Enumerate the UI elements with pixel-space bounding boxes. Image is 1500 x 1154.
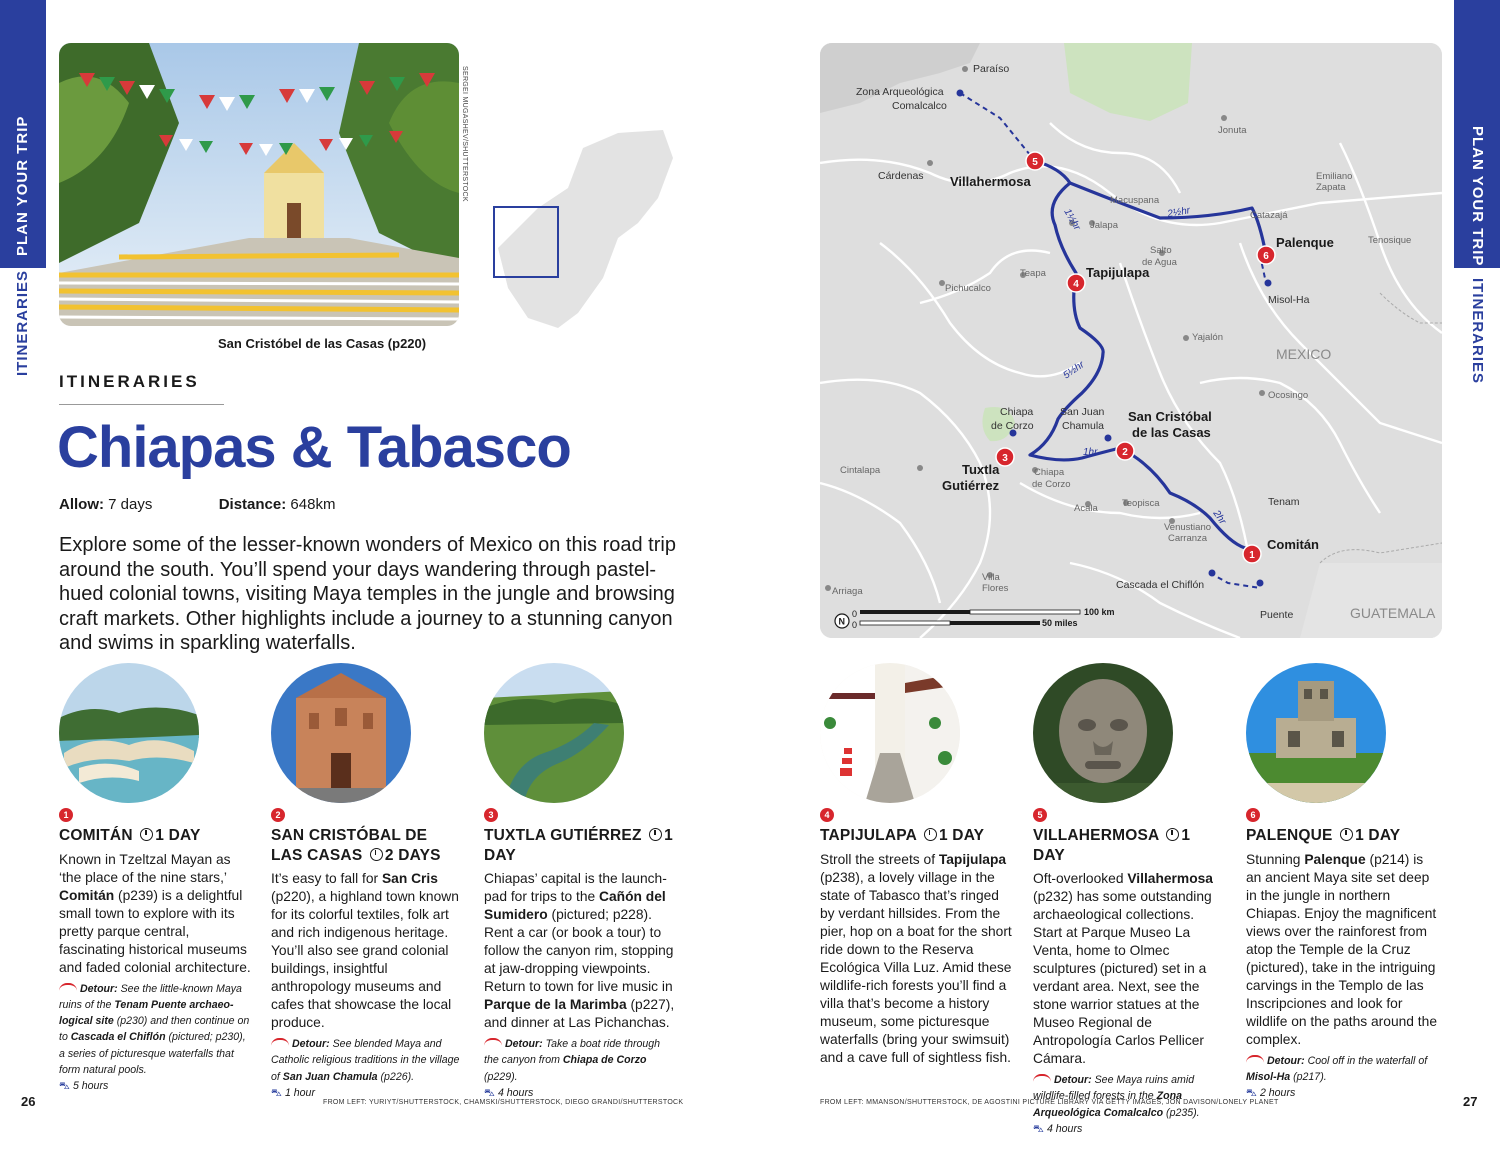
stop-number: 5 bbox=[1033, 808, 1047, 822]
map-label-tapijulapa: Tapijulapa bbox=[1086, 265, 1150, 280]
map-label-jalapa: Jalapa bbox=[1090, 220, 1118, 231]
map-label-san-cristobal-2: de las Casas bbox=[1132, 425, 1211, 440]
stop-title bbox=[271, 826, 463, 865]
car-icon: ⛍ bbox=[271, 1086, 282, 1099]
detour-label: Detour: bbox=[1054, 1074, 1092, 1086]
map-marker-6 bbox=[1257, 246, 1275, 264]
stop-name: TUXTLA GUTIÉRREZ bbox=[484, 827, 642, 844]
map-marker-1 bbox=[1243, 545, 1261, 563]
stop-name: PALENQUE bbox=[1246, 827, 1333, 844]
stop-duration: 1 DAY bbox=[484, 827, 673, 864]
stop-title bbox=[820, 826, 1012, 846]
detour-text: See blended Maya and Catholic religious traditions in the village of San Juan Chamula (p226). bbox=[271, 1038, 460, 1083]
section-kicker: ITINERARIES bbox=[59, 372, 200, 391]
stop-title bbox=[484, 826, 676, 865]
stop-photo-5 bbox=[1033, 663, 1173, 803]
trip-meta bbox=[59, 496, 335, 513]
stop-card-3 bbox=[484, 808, 676, 1101]
map-label-comalcalco: Zona Arqueológica bbox=[856, 86, 944, 98]
stop-number: 6 bbox=[1246, 808, 1260, 822]
map-label-villa-flores-2: Flores bbox=[982, 583, 1009, 594]
stop-duration: 2 DAYS bbox=[384, 846, 441, 864]
clock-icon bbox=[924, 828, 937, 841]
stop-description: Chiapas’ capital is the launchpad for trips to the Cañón del Sumidero (pictured; p228). Rent a car (or book a tour) to follow the canyon rim, stopping at jaw-dropping viewpoints. Return to town for live music in Parque de la Marimba (p227), and dinner at Las Pichanchas. bbox=[484, 871, 675, 1030]
map-marker-2 bbox=[1116, 442, 1134, 460]
detour-time: 5 hours bbox=[72, 1080, 109, 1093]
drive-time-label: 5½hr bbox=[1061, 359, 1087, 382]
svg-text:6: 6 bbox=[1263, 251, 1269, 262]
stop-photo-4 bbox=[820, 663, 960, 803]
drive-time-label: 1½hr bbox=[1061, 207, 1083, 233]
map-label-cintalapa: Cintalapa bbox=[840, 465, 881, 476]
map-label-catazaja: Catazajá bbox=[1250, 210, 1288, 221]
map-label-venustiano-2: Carranza bbox=[1168, 533, 1208, 544]
allow-value: 7 days bbox=[108, 496, 153, 513]
detour-icon bbox=[59, 983, 77, 991]
clock-icon bbox=[140, 828, 153, 841]
svg-text:2: 2 bbox=[1122, 447, 1128, 458]
map-label-palenque: Palenque bbox=[1276, 235, 1334, 250]
map-label-chiapa-de-corzo: Chiapa bbox=[1034, 467, 1065, 478]
map-label-comitan: Comitán bbox=[1267, 537, 1319, 552]
map-label-guatemala: GUATEMALA bbox=[1350, 605, 1436, 621]
map-label-chiapa: Chiapa bbox=[1000, 406, 1034, 418]
page-title: Chiapas & Tabasco bbox=[57, 415, 571, 480]
map-label-mexico: MEXICO bbox=[1276, 346, 1332, 362]
scale-zero: 0 bbox=[852, 609, 858, 619]
svg-text:3: 3 bbox=[1002, 453, 1008, 464]
stop-number: 4 bbox=[820, 808, 834, 822]
detour-time: 4 hours bbox=[1046, 1122, 1083, 1135]
detour-time: 1 hour bbox=[284, 1086, 315, 1099]
kicker-divider bbox=[59, 404, 224, 405]
side-tab-chapter: ITINERARIES bbox=[1469, 278, 1486, 385]
car-icon: ⛍ bbox=[1246, 1087, 1257, 1100]
map-label-acala: Acala bbox=[1074, 503, 1098, 514]
stop-photo-1 bbox=[59, 663, 199, 803]
clock-icon bbox=[649, 828, 662, 841]
map-label-tenam-2: Puente bbox=[1260, 609, 1294, 621]
stop-duration: 1 DAY bbox=[155, 827, 201, 844]
stop-title bbox=[1246, 826, 1438, 846]
car-icon: ⛍ bbox=[1033, 1122, 1044, 1135]
map-label-salto-2: de Agua bbox=[1142, 257, 1177, 268]
distance-label: Distance: bbox=[218, 496, 287, 513]
map-label-san-cristobal: San Cristóbal bbox=[1128, 409, 1212, 424]
stop-duration: 1 DAY bbox=[1033, 827, 1191, 864]
map-label-villahermosa: Villahermosa bbox=[950, 174, 1031, 189]
map-label-chamula: San Juan bbox=[1060, 406, 1105, 418]
map-label-tenam: Tenam bbox=[1268, 496, 1300, 508]
stop-description: Oft-overlooked Villahermosa (p232) has some outstanding archaeological collections. Start at Parque Museo La Venta, home to Olmec sculptures (pictured) set in a verdant area. Next, see the stone warrior statues at the Museo Regional de Antropología Carlos Pellicer Cámara. bbox=[1033, 871, 1213, 1066]
map-label-tenosique: Tenosique bbox=[1368, 235, 1412, 246]
stop-description: Known in Tzeltzal Mayan as ‘the place of the nine stars,’ Comitán (p239) is a delightful small town to explore with its pretty parque central, fascinating historical museums and faded colonial architecture. bbox=[59, 851, 251, 975]
map-label-pichucalco: Pichucalco bbox=[945, 283, 991, 294]
locator-map bbox=[488, 128, 678, 328]
stop-card-1 bbox=[59, 808, 254, 1095]
stop-duration: 1 DAY bbox=[1355, 827, 1401, 844]
car-icon: ⛍ bbox=[484, 1086, 495, 1099]
route-map bbox=[820, 43, 1442, 638]
map-label-arriaga: Arriaga bbox=[832, 586, 863, 597]
detour-time: 2 hours bbox=[1259, 1087, 1296, 1100]
side-tab-left bbox=[0, 0, 46, 380]
page-number-left: 26 bbox=[21, 1094, 36, 1109]
stop-card-6 bbox=[1246, 808, 1438, 1101]
map-label-cardenas: Cárdenas bbox=[878, 170, 924, 182]
map-label-jonuta: Jonuta bbox=[1218, 125, 1247, 136]
map-label-ocosingo: Ocosingo bbox=[1268, 390, 1309, 401]
detour-text: See the little-known Maya ruins of the Tenam Puente archaeological site (p230) and then continue on to Cascada el Chiflón (pictured; p230), a series of picturesque waterfalls that form natural pools. bbox=[59, 982, 250, 1076]
clock-icon bbox=[1340, 828, 1353, 841]
stop-photo-6 bbox=[1246, 663, 1386, 803]
map-label-misol-ha: Misol-Ha bbox=[1268, 294, 1310, 306]
stop-description: Stroll the streets of Tapijulapa (p238), a lovely village in the state of Tabasco that’s ringed by verdant hillsides. From the pier, hop on a boat for the short ride down to the Reserva Ecológica Villa Luz. Amid these wildlife-rich forests you’ll find a villa that’s become a history museum, some picturesque waterfalls (bring your swimsuit) and a cave full of sightless fish. bbox=[820, 851, 1012, 1065]
stop-card-5 bbox=[1033, 808, 1225, 1137]
stop-photo-2 bbox=[271, 663, 411, 803]
side-tab-right bbox=[1454, 0, 1500, 385]
detour-icon bbox=[484, 1038, 502, 1046]
drive-time-label: 1hr bbox=[1083, 447, 1098, 458]
north-arrow-icon: N bbox=[838, 616, 845, 627]
stop-card-2 bbox=[271, 808, 463, 1101]
side-tab-chapter: ITINERARIES bbox=[14, 269, 31, 376]
svg-text:5: 5 bbox=[1032, 157, 1038, 168]
detour-label: Detour: bbox=[292, 1038, 330, 1050]
map-label-teapa: Teapa bbox=[1020, 268, 1046, 279]
detour-note bbox=[271, 1036, 463, 1101]
map-label-villa-flores: Villa bbox=[982, 572, 1000, 583]
stop-number: 1 bbox=[59, 808, 73, 822]
scale-miles: 50 miles bbox=[1042, 618, 1078, 628]
detour-icon bbox=[1246, 1055, 1264, 1063]
map-label-salto: Salto bbox=[1150, 245, 1172, 256]
svg-text:1: 1 bbox=[1249, 550, 1255, 561]
stop-title bbox=[59, 826, 254, 846]
map-label-yajalon: Yajalón bbox=[1192, 332, 1223, 343]
svg-text:4: 4 bbox=[1073, 279, 1079, 290]
stop-photo-3 bbox=[484, 663, 624, 803]
map-label-chiapa-de-corzo-2: de Corzo bbox=[1032, 479, 1071, 490]
map-label-macuspana: Macuspana bbox=[1110, 195, 1160, 206]
page-number-right: 27 bbox=[1463, 1094, 1478, 1109]
stop-number: 2 bbox=[271, 808, 285, 822]
photo-credits-left: FROM LEFT: YURIYT/SHUTTERSTOCK, CHAMSKI/SHUTTERSTOCK, DIEGO GRANDI/SHUTTERSTOCK bbox=[323, 1099, 684, 1106]
map-label-emiliano-2: Zapata bbox=[1316, 182, 1346, 193]
clock-icon bbox=[1166, 828, 1179, 841]
detour-text: See Maya ruins amid wildlife-filled forests in the Zona Arqueológica Comalcalco (p235). bbox=[1033, 1074, 1200, 1119]
stop-description: Stunning Palenque (p214) is an ancient Maya site set deep in the jungle in northern Chiapas. Enjoy the magnificent views over the rainforest from atop the Temple de la Cruz (pictured), take in the intriguing carvings in the Templo de las Inscripciones and look for wildlife on the paths around the complex. bbox=[1246, 851, 1437, 1047]
car-icon: ⛍ bbox=[59, 1080, 70, 1093]
detour-note bbox=[1246, 1053, 1438, 1102]
side-tab-section: PLAN YOUR TRIP bbox=[1469, 126, 1486, 267]
scale-zero: 0 bbox=[852, 620, 858, 630]
detour-label: Detour: bbox=[80, 982, 118, 995]
stop-number: 3 bbox=[484, 808, 498, 822]
stop-name: TAPIJULAPA bbox=[820, 827, 917, 844]
map-label-emiliano: Emiliano bbox=[1316, 171, 1353, 182]
scale-km: 100 km bbox=[1084, 607, 1115, 617]
map-label-chiapa-2: de Corzo bbox=[991, 420, 1034, 432]
map-label-chamula-2: Chamula bbox=[1062, 420, 1105, 432]
map-marker-4 bbox=[1067, 274, 1085, 292]
stop-name: VILLAHERMOSA bbox=[1033, 827, 1159, 844]
allow-label: Allow: bbox=[59, 496, 104, 513]
map-marker-5 bbox=[1026, 152, 1044, 170]
map-label-chiflon: Cascada el Chiflón bbox=[1116, 579, 1205, 591]
map-label-comalcalco-2: Comalcalco bbox=[892, 100, 947, 112]
stop-card-4 bbox=[820, 808, 1012, 1067]
photo-credit: SERGEI MUGASHEV/SHUTTERSTOCK bbox=[461, 66, 468, 202]
stop-duration: 1 DAY bbox=[938, 827, 985, 844]
map-label-tuxtla: Tuxtla bbox=[962, 462, 1000, 477]
drive-time-label: 2½hr bbox=[1166, 205, 1191, 220]
photo-caption: San Cristóbel de las Casas (p220) bbox=[218, 336, 427, 351]
detour-icon bbox=[1033, 1074, 1051, 1082]
stop-title bbox=[1033, 826, 1225, 865]
stop-name: COMITÁN bbox=[59, 827, 133, 844]
detour-label: Detour: bbox=[1267, 1054, 1305, 1067]
detour-icon bbox=[271, 1038, 289, 1046]
clock-icon bbox=[370, 848, 383, 861]
drive-time-label: 2hr bbox=[1210, 508, 1228, 527]
detour-label: Detour: bbox=[505, 1038, 543, 1050]
detour-time: 4 hours bbox=[497, 1086, 534, 1099]
detour-text: Take a boat ride through the canyon from Chiapa de Corzo (p229). bbox=[484, 1038, 661, 1083]
detour-note bbox=[59, 981, 254, 1095]
stop-name: SAN CRISTÓBAL DE LAS CASAS bbox=[271, 827, 428, 864]
map-label-tuxtla-2: Gutiérrez bbox=[942, 478, 1000, 493]
map-label-venustiano: Venustiano bbox=[1164, 522, 1212, 533]
photo-credits-right: FROM LEFT: MMANSON/SHUTTERSTOCK, DE AGOSTINI PICTURE LIBRARY VIA GETTY IMAGES, JON DAVISON/LONELY PLANET bbox=[820, 1099, 1279, 1106]
side-tab-section: PLAN YOUR TRIP bbox=[14, 115, 31, 256]
distance-value: 648km bbox=[290, 496, 336, 513]
map-label-paraiso: Paraíso bbox=[973, 63, 1010, 75]
intro-paragraph: Explore some of the lesser-known wonders of Mexico on this road trip around the south. You’ll spend your days wandering through pastel-hued colonial towns, visiting Maya temples in the jungle and browsing craft markets. Other highlights include a journey to a stunning canyon and swims in sparkling waterfalls. bbox=[59, 534, 676, 654]
detour-text: Cool off in the waterfall of Misol-Ha (p217). bbox=[1246, 1054, 1428, 1083]
hero-photo bbox=[59, 43, 459, 326]
detour-note bbox=[484, 1036, 676, 1101]
map-label-teopisca: Teopisca bbox=[1122, 498, 1160, 509]
stop-description: It’s easy to fall for San Cris (p220), a highland town known for its colorful textiles, folk art and rich indigenous heritage. You’ll also see grand colonial buildings, insightful anthropology museums and cafes that showcase the local produce. bbox=[271, 871, 459, 1030]
